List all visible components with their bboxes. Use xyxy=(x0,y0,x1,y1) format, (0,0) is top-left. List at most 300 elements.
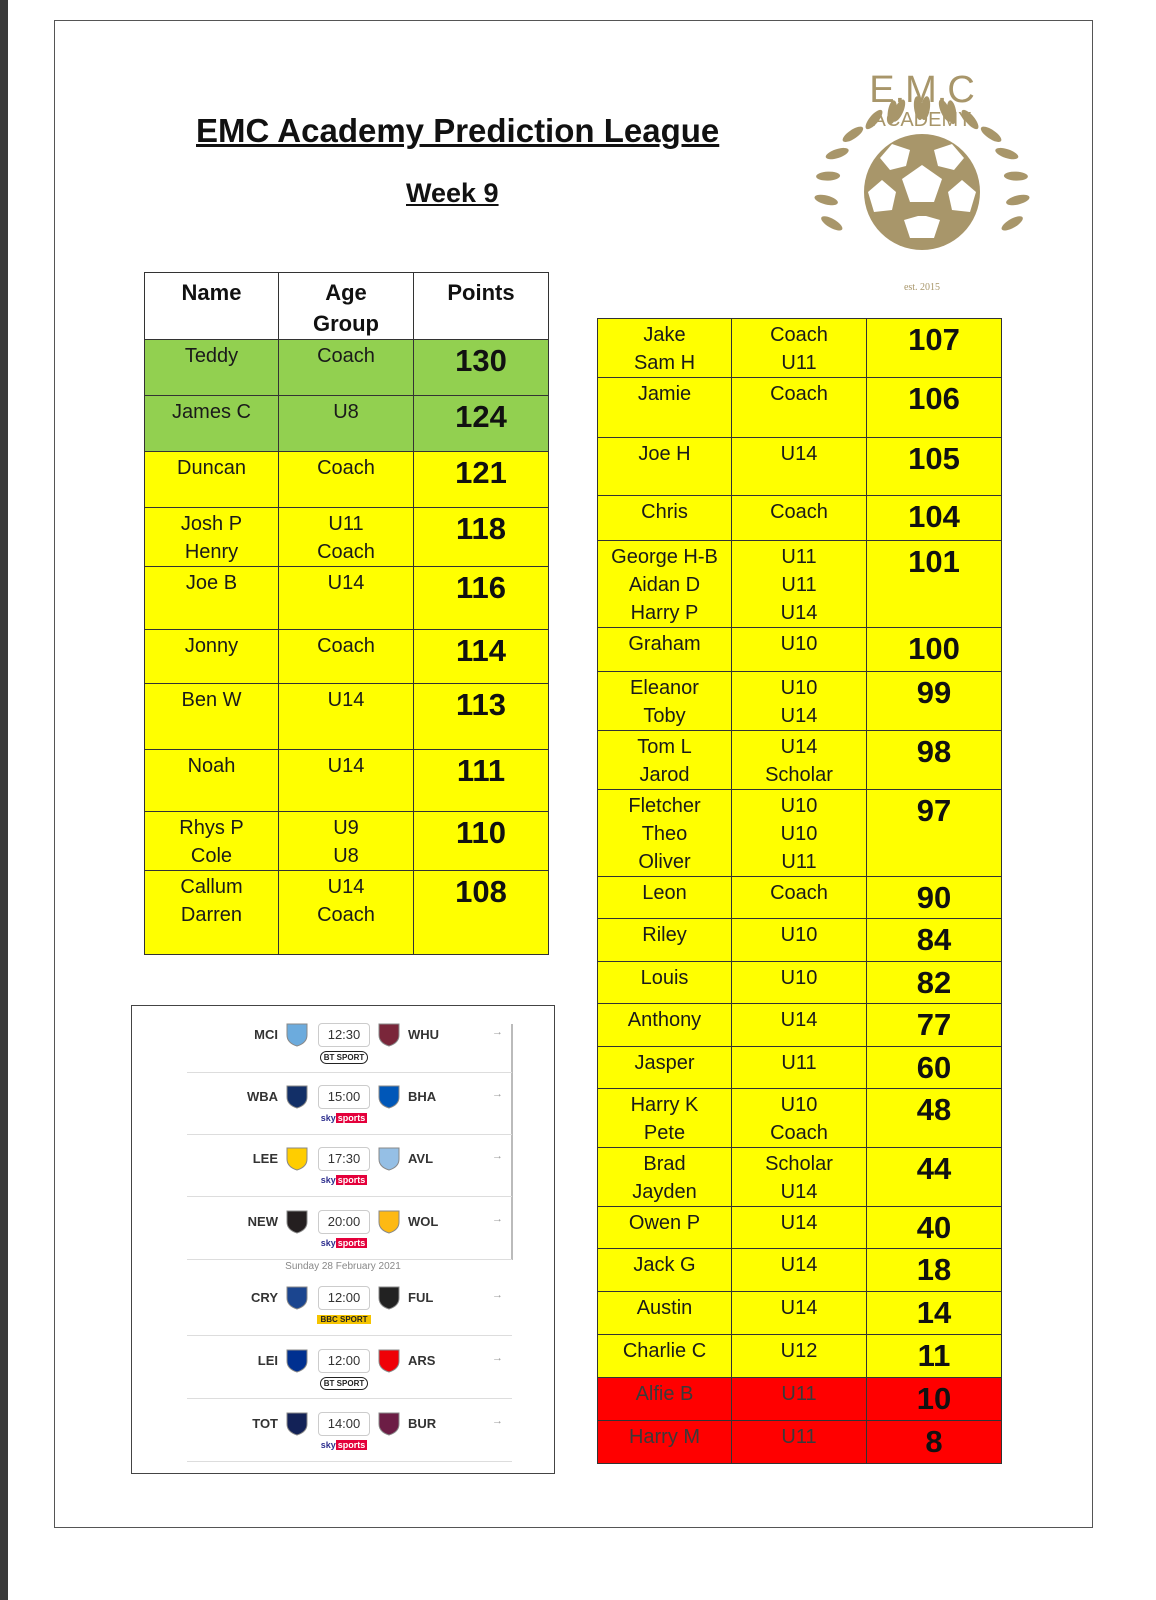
arrow-right-icon[interactable]: → xyxy=(492,1352,503,1364)
table-row xyxy=(598,319,1002,378)
cell-name xyxy=(145,567,279,630)
table-row xyxy=(598,962,1002,1004)
arrow-right-icon[interactable]: → xyxy=(492,1213,503,1225)
home-team: MCI xyxy=(254,1027,278,1042)
table-row xyxy=(145,567,549,630)
player-name: Teddy xyxy=(184,345,239,367)
player-name: Aidan D xyxy=(628,574,701,596)
broadcaster xyxy=(314,1238,374,1248)
player-name: Jasper xyxy=(634,1052,695,1074)
header-points: Points xyxy=(414,273,549,340)
cell-name xyxy=(598,962,732,1004)
cell-name xyxy=(598,1249,732,1292)
sky-sports-logo: sky sports xyxy=(320,1175,366,1185)
cell-name xyxy=(145,812,279,871)
cell-name xyxy=(598,1378,732,1421)
age-group: U14 xyxy=(780,1212,818,1234)
age-group: U14 xyxy=(327,572,365,594)
age-group: U10 xyxy=(780,677,818,699)
kickoff-time: 15:00 xyxy=(318,1085,370,1109)
emc-academy-logo xyxy=(802,62,1042,302)
broadcaster xyxy=(314,1440,374,1450)
cell-name xyxy=(145,340,279,396)
bt-sport-logo: BT SPORT xyxy=(320,1377,368,1390)
laurel-leaf xyxy=(816,171,840,181)
laurel-leaf xyxy=(824,146,850,162)
cell-name xyxy=(145,452,279,508)
laurel-leaf xyxy=(979,124,1004,145)
cell-points: 114 xyxy=(414,630,549,684)
player-name: Fletcher xyxy=(628,795,701,817)
header-age-group: Age Group xyxy=(279,273,414,340)
home-team: NEW xyxy=(247,1214,278,1229)
player-name: Theo xyxy=(641,823,688,845)
player-name: Duncan xyxy=(177,457,246,479)
player-name: Pete xyxy=(643,1122,686,1144)
cell-age-group xyxy=(279,871,414,955)
age-group: U10 xyxy=(780,967,818,989)
cell-points: 40 xyxy=(867,1207,1002,1249)
left-edge-bar xyxy=(0,0,8,1600)
cell-points: 106 xyxy=(867,378,1002,438)
age-group: Scholar xyxy=(765,1153,833,1175)
cell-points: 107 xyxy=(867,319,1002,378)
cell-age-group xyxy=(279,452,414,508)
fixture-row[interactable] xyxy=(132,1400,554,1462)
cell-points: 108 xyxy=(414,871,549,955)
arrow-right-icon[interactable]: → xyxy=(492,1150,503,1162)
player-name: Eleanor xyxy=(630,677,699,699)
age-group: Coach xyxy=(770,882,828,904)
away-team: WHU xyxy=(408,1027,440,1042)
away-team: ARS xyxy=(408,1353,436,1368)
age-group: Coach xyxy=(770,1122,828,1144)
cell-age-group xyxy=(732,731,867,790)
sky-sports-logo: sky sports xyxy=(320,1113,366,1123)
header-name: Name xyxy=(145,273,279,340)
broadcaster xyxy=(314,1175,374,1185)
cell-age-group xyxy=(279,630,414,684)
cell-points: 105 xyxy=(867,438,1002,496)
cell-age-group xyxy=(732,496,867,541)
table-row xyxy=(598,541,1002,628)
cell-name xyxy=(598,1004,732,1047)
cell-age-group xyxy=(732,1421,867,1464)
cell-name xyxy=(145,684,279,750)
age-group: U9 xyxy=(333,817,359,839)
player-name: Jarod xyxy=(639,764,690,786)
age-group: Scholar xyxy=(765,764,833,786)
broadcaster xyxy=(314,1051,374,1064)
player-name: Joe B xyxy=(185,572,238,594)
divider xyxy=(187,1461,512,1462)
table-row xyxy=(598,1378,1002,1421)
table-row xyxy=(598,1004,1002,1047)
cell-age-group xyxy=(279,508,414,567)
cell-age-group xyxy=(732,1249,867,1292)
broadcaster xyxy=(314,1377,374,1390)
age-group: U10 xyxy=(780,924,818,946)
table-row xyxy=(598,438,1002,496)
player-name: Tom L xyxy=(637,736,692,758)
age-group: U14 xyxy=(780,1297,818,1319)
table-row xyxy=(145,750,549,812)
age-group: U14 xyxy=(780,1254,818,1276)
player-name: Jayden xyxy=(632,1181,697,1203)
cell-name xyxy=(598,731,732,790)
age-group: Coach xyxy=(770,324,828,346)
cell-age-group xyxy=(732,1292,867,1335)
cell-name xyxy=(145,396,279,452)
age-group: Coach xyxy=(317,541,375,563)
home-team-crest-icon xyxy=(284,1410,310,1436)
table-row xyxy=(598,1421,1002,1464)
cell-age-group xyxy=(279,812,414,871)
age-group: Coach xyxy=(317,635,375,657)
bbc-sport-logo: BBC SPORT xyxy=(317,1315,370,1324)
player-name: Harry K xyxy=(630,1094,699,1116)
table-row xyxy=(598,1292,1002,1335)
table-row xyxy=(598,1047,1002,1089)
away-team-crest-icon xyxy=(376,1208,402,1234)
player-name: Louis xyxy=(640,967,689,989)
player-name: Harry M xyxy=(628,1426,701,1448)
cell-name xyxy=(598,628,732,672)
kickoff-time: 12:00 xyxy=(318,1349,370,1373)
away-team: WOL xyxy=(408,1214,439,1229)
home-team-crest-icon xyxy=(284,1347,310,1373)
age-group: Coach xyxy=(317,345,375,367)
cell-age-group xyxy=(732,541,867,628)
cell-name xyxy=(598,496,732,541)
cell-name xyxy=(598,541,732,628)
fixture-row[interactable] xyxy=(132,1135,554,1197)
player-name: Chris xyxy=(641,501,688,523)
player-name: Jack G xyxy=(633,1254,696,1276)
arrow-right-icon[interactable]: → xyxy=(492,1088,503,1100)
player-name: Anthony xyxy=(627,1009,702,1031)
cell-name xyxy=(145,750,279,812)
standings-table-right xyxy=(597,318,1002,1464)
age-group: U14 xyxy=(327,755,365,777)
laurel-leaf xyxy=(819,214,844,234)
player-name: Jake xyxy=(643,324,686,346)
age-group: U14 xyxy=(780,736,818,758)
table-row xyxy=(145,871,549,955)
table-row xyxy=(598,1207,1002,1249)
table-row xyxy=(145,630,549,684)
player-name: Alfie B xyxy=(635,1383,694,1405)
player-name: Graham xyxy=(628,633,701,655)
broadcaster xyxy=(314,1113,374,1123)
cell-name xyxy=(145,630,279,684)
fixtures-panel xyxy=(131,1005,555,1474)
logo-text-est: est. 2015 xyxy=(903,282,941,293)
table-row xyxy=(145,684,549,750)
laurel-leaf xyxy=(813,193,838,208)
player-name: Rhys P xyxy=(179,817,244,839)
away-team-crest-icon xyxy=(376,1145,402,1171)
player-name: Henry xyxy=(184,541,239,563)
player-name: Austin xyxy=(636,1297,693,1319)
player-name: Noah xyxy=(187,755,236,777)
fixture-row[interactable] xyxy=(132,1198,554,1260)
age-group: U11 xyxy=(781,1052,817,1074)
away-team-crest-icon xyxy=(376,1021,402,1047)
cell-points: 90 xyxy=(867,877,1002,919)
kickoff-time: 17:30 xyxy=(318,1147,370,1171)
bt-sport-logo: BT SPORT xyxy=(320,1051,368,1064)
age-group: U11 xyxy=(781,851,817,873)
player-name: Owen P xyxy=(628,1212,701,1234)
sky-sports-logo: sky sports xyxy=(320,1238,366,1248)
age-group: U11 xyxy=(781,1383,817,1405)
cell-name xyxy=(145,871,279,955)
cell-age-group xyxy=(732,319,867,378)
age-group: U14 xyxy=(780,705,818,727)
cell-points: 44 xyxy=(867,1148,1002,1207)
cell-points: 118 xyxy=(414,508,549,567)
cell-age-group xyxy=(279,567,414,630)
cell-points: 113 xyxy=(414,684,549,750)
age-group: U8 xyxy=(333,401,359,423)
age-group: U11 xyxy=(328,513,364,535)
age-group: U14 xyxy=(327,876,365,898)
player-name: Jamie xyxy=(637,383,692,405)
arrow-right-icon[interactable]: → xyxy=(492,1289,503,1301)
away-team-crest-icon xyxy=(376,1410,402,1436)
player-name: Jonny xyxy=(184,635,239,657)
cell-points: 98 xyxy=(867,731,1002,790)
divider xyxy=(187,1196,512,1197)
fixture-row[interactable] xyxy=(132,1011,554,1073)
laurel-leaf xyxy=(840,124,865,145)
cell-points: 18 xyxy=(867,1249,1002,1292)
standings-table-left xyxy=(144,272,549,955)
cell-points: 14 xyxy=(867,1292,1002,1335)
cell-name xyxy=(598,1335,732,1378)
cell-points: 121 xyxy=(414,452,549,508)
cell-age-group xyxy=(732,378,867,438)
laurel-leaf xyxy=(994,146,1020,162)
cell-age-group xyxy=(732,438,867,496)
home-team-crest-icon xyxy=(284,1145,310,1171)
home-team-crest-icon xyxy=(284,1208,310,1234)
cell-age-group xyxy=(732,1378,867,1421)
away-team: BUR xyxy=(408,1416,437,1431)
table-row xyxy=(598,672,1002,731)
cell-name xyxy=(598,1148,732,1207)
home-team: CRY xyxy=(251,1290,278,1305)
laurel-leaf xyxy=(1000,214,1025,234)
player-name: Oliver xyxy=(638,851,691,873)
player-name: Callum xyxy=(180,876,243,898)
divider xyxy=(187,1259,512,1260)
home-team: WBA xyxy=(246,1089,278,1104)
cell-age-group xyxy=(732,919,867,962)
broadcaster xyxy=(314,1314,374,1324)
cell-age-group xyxy=(732,628,867,672)
age-group: U10 xyxy=(780,633,818,655)
table-row xyxy=(145,396,549,452)
age-group: Coach xyxy=(317,457,375,479)
cell-points: 111 xyxy=(414,750,549,812)
age-group: U11 xyxy=(781,574,817,596)
arrow-right-icon[interactable]: → xyxy=(492,1026,503,1038)
table-row xyxy=(598,1335,1002,1378)
cell-age-group xyxy=(732,1004,867,1047)
cell-name xyxy=(598,378,732,438)
cell-points: 48 xyxy=(867,1089,1002,1148)
away-team: BHA xyxy=(408,1089,437,1104)
away-team-crest-icon xyxy=(376,1347,402,1373)
cell-points: 104 xyxy=(867,496,1002,541)
cell-points: 82 xyxy=(867,962,1002,1004)
table-row xyxy=(598,1148,1002,1207)
player-name: James C xyxy=(172,401,251,423)
arrow-right-icon[interactable]: → xyxy=(492,1415,503,1427)
table-row xyxy=(598,1249,1002,1292)
table-header-row xyxy=(145,273,549,340)
table-row xyxy=(145,812,549,871)
cell-points: 101 xyxy=(867,541,1002,628)
cell-age-group xyxy=(732,790,867,877)
logo-text-emc: E.M.C xyxy=(869,69,975,111)
player-name: Sam H xyxy=(633,352,696,374)
home-team-crest-icon xyxy=(284,1083,310,1109)
player-name: Ben W xyxy=(181,689,242,711)
cell-age-group xyxy=(279,750,414,812)
cell-points: 60 xyxy=(867,1047,1002,1089)
away-team-crest-icon xyxy=(376,1083,402,1109)
age-group: U10 xyxy=(780,1094,818,1116)
cell-age-group xyxy=(279,340,414,396)
fixture-row[interactable] xyxy=(132,1274,554,1336)
player-name: Brad xyxy=(643,1153,686,1175)
cell-points: 124 xyxy=(414,396,549,452)
home-team-crest-icon xyxy=(284,1021,310,1047)
table-row xyxy=(145,452,549,508)
age-group: U11 xyxy=(781,546,817,568)
table-row xyxy=(598,378,1002,438)
cell-age-group xyxy=(279,396,414,452)
away-team: FUL xyxy=(408,1290,434,1305)
cell-name xyxy=(598,919,732,962)
table-row xyxy=(598,1089,1002,1148)
week-label: Week 9 xyxy=(406,178,499,208)
logo-text-academy: ACADEMY xyxy=(872,109,972,131)
table-row xyxy=(598,790,1002,877)
age-group: Coach xyxy=(317,904,375,926)
age-group: U8 xyxy=(333,845,359,867)
table-row xyxy=(145,340,549,396)
cell-name xyxy=(598,1421,732,1464)
cell-name xyxy=(145,508,279,567)
table-row xyxy=(598,628,1002,672)
kickoff-time: 12:30 xyxy=(318,1023,370,1047)
fixture-row[interactable] xyxy=(132,1337,554,1399)
cell-points: 116 xyxy=(414,567,549,630)
player-name: Josh P xyxy=(180,513,243,535)
cell-name xyxy=(598,319,732,378)
age-group: U11 xyxy=(781,352,817,374)
home-team: LEE xyxy=(252,1151,278,1166)
table-row xyxy=(598,919,1002,962)
age-group: Coach xyxy=(770,501,828,523)
cell-name xyxy=(598,1207,732,1249)
laurel-leaf xyxy=(1004,171,1028,181)
sky-sports-logo: sky sports xyxy=(320,1440,366,1450)
cell-name xyxy=(598,790,732,877)
player-name: George H-B xyxy=(611,546,718,568)
age-group: U10 xyxy=(780,795,818,817)
laurel-leaf xyxy=(1005,193,1030,208)
cell-points: 84 xyxy=(867,919,1002,962)
cell-name xyxy=(598,672,732,731)
fixture-row[interactable] xyxy=(132,1073,554,1135)
table-row xyxy=(598,731,1002,790)
table-row xyxy=(145,508,549,567)
age-group: U12 xyxy=(780,1340,818,1362)
home-team: TOT xyxy=(252,1416,278,1431)
cell-points: 100 xyxy=(867,628,1002,672)
age-group: U14 xyxy=(780,1181,818,1203)
cell-age-group xyxy=(732,672,867,731)
cell-age-group xyxy=(732,1089,867,1148)
cell-age-group xyxy=(279,684,414,750)
cell-points: 99 xyxy=(867,672,1002,731)
kickoff-time: 20:00 xyxy=(318,1210,370,1234)
player-name: Cole xyxy=(190,845,233,867)
page-title: EMC Academy Prediction League xyxy=(196,112,720,149)
age-group: U14 xyxy=(780,443,818,465)
cell-points: 8 xyxy=(867,1421,1002,1464)
cell-points: 10 xyxy=(867,1378,1002,1421)
cell-age-group xyxy=(732,1207,867,1249)
cell-age-group xyxy=(732,1047,867,1089)
cell-points: 110 xyxy=(414,812,549,871)
kickoff-time: 12:00 xyxy=(318,1286,370,1310)
away-team-crest-icon xyxy=(376,1284,402,1310)
cell-age-group xyxy=(732,877,867,919)
age-group: U11 xyxy=(781,1426,817,1448)
cell-points: 130 xyxy=(414,340,549,396)
kickoff-time: 14:00 xyxy=(318,1412,370,1436)
player-name: Toby xyxy=(643,705,686,727)
age-group: U14 xyxy=(780,1009,818,1031)
cell-name xyxy=(598,877,732,919)
player-name: Harry P xyxy=(630,602,699,624)
cell-age-group xyxy=(732,1148,867,1207)
cell-name xyxy=(598,438,732,496)
player-name: Riley xyxy=(642,924,687,946)
player-name: Joe H xyxy=(638,443,691,465)
cell-points: 97 xyxy=(867,790,1002,877)
player-name: Leon xyxy=(642,882,687,904)
cell-points: 11 xyxy=(867,1335,1002,1378)
away-team: AVL xyxy=(408,1151,434,1166)
cell-name xyxy=(598,1089,732,1148)
table-row xyxy=(598,877,1002,919)
age-group: U10 xyxy=(780,823,818,845)
fixtures-date-label: Sunday 28 February 2021 xyxy=(285,1261,401,1272)
home-team-crest-icon xyxy=(284,1284,310,1310)
age-group: U14 xyxy=(327,689,365,711)
age-group: Coach xyxy=(770,383,828,405)
divider xyxy=(187,1398,512,1399)
player-name: Darren xyxy=(180,904,243,926)
cell-age-group xyxy=(732,962,867,1004)
